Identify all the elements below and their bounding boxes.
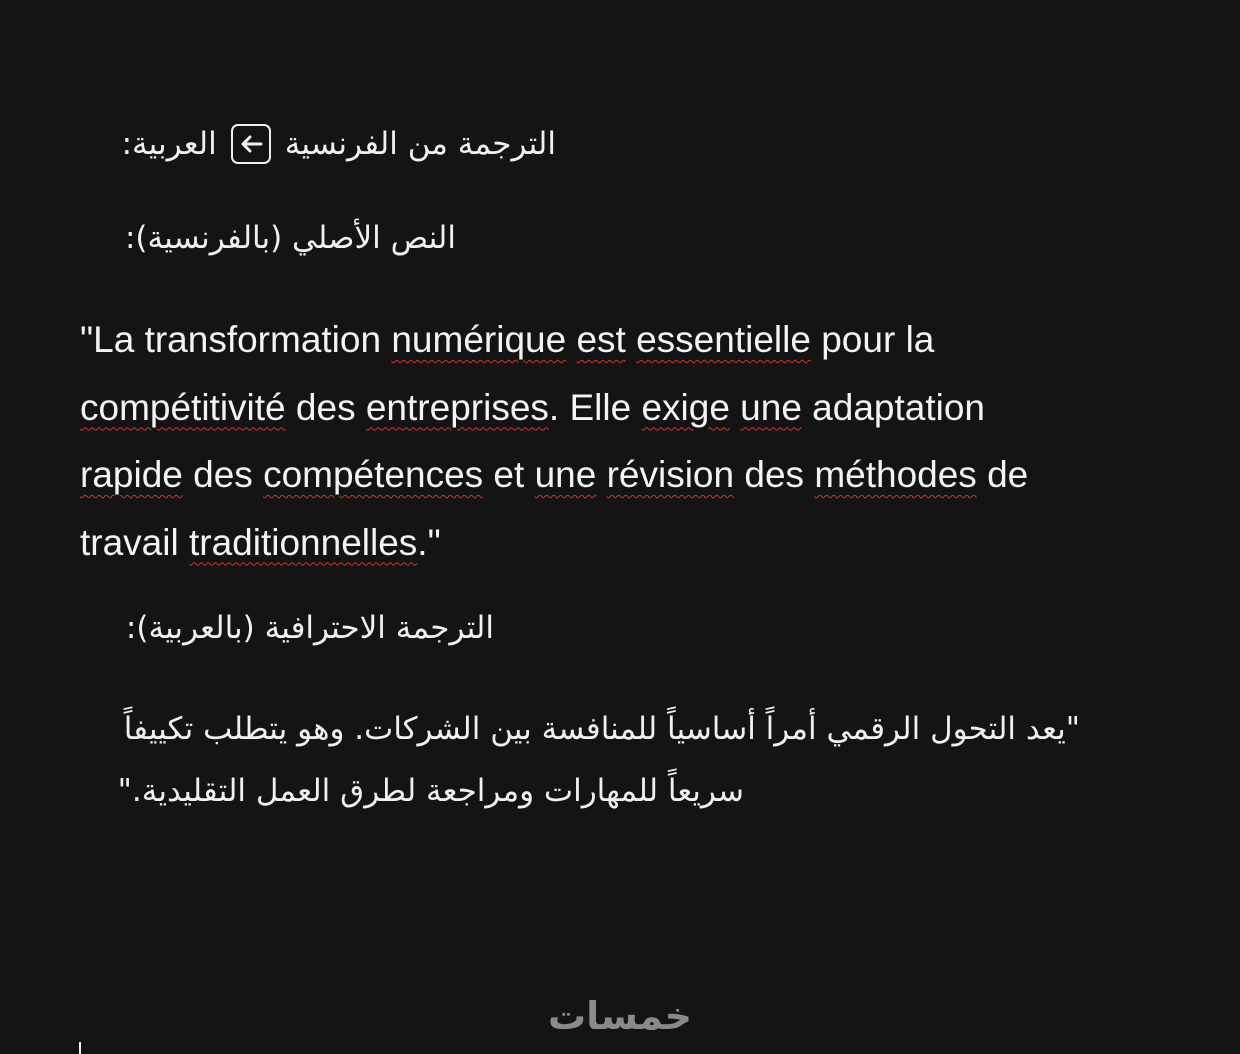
french-text-run: . Elle <box>548 386 642 428</box>
french-text-run: des <box>285 386 366 428</box>
misspelled-word[interactable]: est <box>576 319 626 360</box>
french-text-run: des <box>182 454 264 495</box>
title-part-to-arabic: العربية: <box>121 126 217 162</box>
french-text-run: des <box>734 454 815 495</box>
original-text-heading: النص الأصلي (بالفرنسية): <box>124 220 456 256</box>
misspelled-word[interactable]: essentielle <box>636 319 811 360</box>
french-line-2 <box>80 374 1180 442</box>
french-text-run: "La transformation <box>80 319 392 360</box>
misspelled-word[interactable]: une <box>740 386 802 428</box>
french-text-run: de <box>976 454 1029 495</box>
french-text-run: pour la <box>810 319 935 360</box>
arabic-translation-paragraph[interactable] <box>80 698 1080 822</box>
french-text-run: adaptation <box>801 386 986 428</box>
misspelled-word[interactable]: méthodes <box>814 454 977 495</box>
misspelled-word[interactable]: rapide <box>80 454 183 495</box>
french-original-paragraph[interactable] <box>80 306 1180 576</box>
french-text-run: ." <box>417 521 441 563</box>
misspelled-word[interactable]: entreprises <box>365 386 549 428</box>
misspelled-word[interactable]: exige <box>641 386 730 428</box>
khamsat-watermark-logo: خمسات <box>548 994 692 1038</box>
french-line-3 <box>80 441 1180 509</box>
misspelled-word[interactable]: numérique <box>391 319 567 360</box>
french-line-1 <box>80 306 1180 374</box>
misspelled-word[interactable]: compétitivité <box>80 386 286 428</box>
misspelled-word[interactable]: traditionnelles <box>188 521 418 563</box>
left-arrow-key-icon <box>231 124 271 164</box>
french-text-run: travail <box>80 521 189 563</box>
document-title <box>122 124 556 164</box>
french-text-run <box>730 387 740 428</box>
misspelled-word[interactable]: compétences <box>263 454 484 495</box>
french-line-4 <box>80 509 1180 577</box>
translation-heading: الترجمة الاحترافية (بالعربية): <box>125 610 494 646</box>
french-text-run: et <box>483 454 535 495</box>
arabic-line-1: "يعد التحول الرقمي أمراً أساسياً للمنافسة بين الشركات. وهو يتطلب تكييفاً <box>123 711 1080 747</box>
text-cursor <box>79 1042 81 1054</box>
french-text-run <box>566 319 576 360</box>
left-arrow-icon <box>239 135 263 153</box>
misspelled-word[interactable]: révision <box>606 454 735 495</box>
misspelled-word[interactable]: une <box>534 454 597 495</box>
french-text-run <box>596 454 606 495</box>
french-text-run <box>626 319 636 360</box>
title-part-from-french: الترجمة من الفرنسية <box>284 126 556 162</box>
arabic-line-2: سريعاً للمهارات ومراجعة لطرق العمل التقليدية." <box>117 773 744 809</box>
